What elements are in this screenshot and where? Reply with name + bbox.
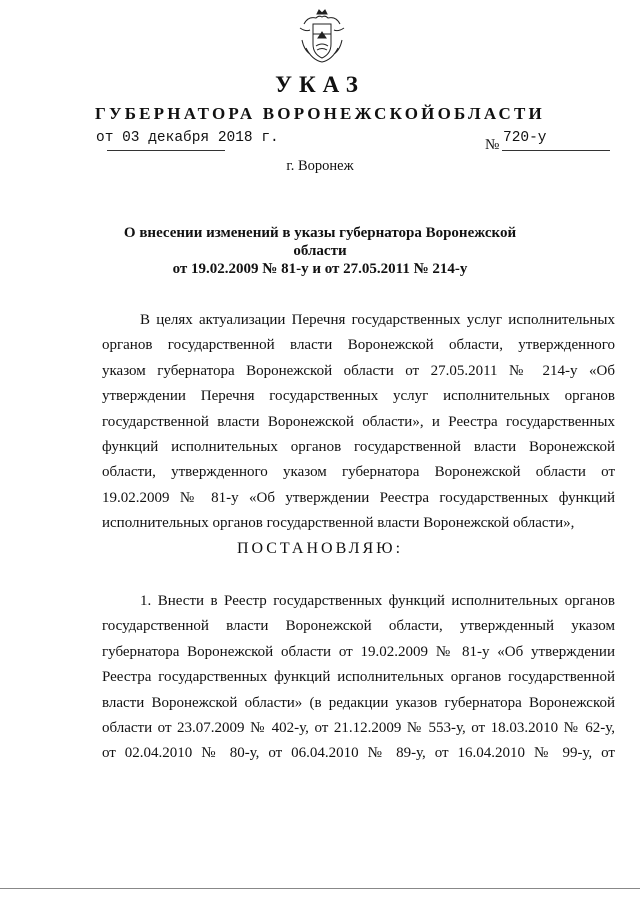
- text-line: области от 23.07.2009 № 402-у, от 21.12.2009 № 553-у, от 18.03.2010 № 62-у,: [102, 719, 615, 736]
- text-line: утверждении Перечня государственных услуг исполнительных органов: [102, 388, 615, 405]
- text-line: исполнительных органов государственной власти Воронежской области»,: [102, 515, 575, 532]
- date-underline: [107, 150, 225, 151]
- preamble-paragraph: [102, 308, 615, 537]
- text-line: от 02.04.2010 № 80-у, от 06.04.2010 № 89-у, от 16.04.2010 № 99-у, от: [102, 745, 615, 762]
- text-line: 19.02.2009 № 81-у «Об утверждении Реестра государственных функций: [102, 489, 615, 506]
- issuer-heading: ГУБЕРНАТОРА ВОРОНЕЖСКОЙОБЛАСТИ: [95, 104, 545, 123]
- number-sign: №: [485, 137, 500, 153]
- text-line: государственной власти Воронежской области», и Реестра государственных: [102, 413, 615, 430]
- text-line: государственной власти Воронежской области, утвержденный указом: [102, 618, 615, 635]
- text-line: органов государственной власти Воронежской области, утвержденного: [102, 337, 615, 354]
- text-line: 1. Внести в Реестр государственных функций исполнительных органов: [140, 593, 615, 609]
- document-title: [110, 224, 530, 278]
- number-underline: [502, 150, 610, 151]
- title-line: О внесении изменений в указы губернатора Воронежской области: [123, 225, 517, 259]
- document-date: от 03 декабря 2018 г.: [96, 130, 279, 146]
- city-label: г. Воронеж: [286, 158, 354, 174]
- coat-of-arms-emblem: [296, 8, 348, 66]
- item-1-paragraph: [102, 589, 615, 767]
- text-line: указом губернатора Воронежской области от 27.05.2011 № 214-у «Об: [102, 362, 615, 379]
- text-line: власти Воронежской области» (в редакции указов губернатора Воронежской: [102, 694, 615, 711]
- document-type-heading: УКАЗ: [275, 72, 365, 97]
- text-line: В целях актуализации Перечня государственных услуг исполнительных: [140, 312, 615, 328]
- text-line: губернатора Воронежской области от 19.02.2009 № 81-у «Об утверждении: [102, 643, 615, 660]
- text-line: функций исполнительных органов государственной власти Воронежской: [102, 438, 615, 455]
- title-line: от 19.02.2009 № 81-у и от 27.05.2011 № 214-у: [172, 261, 468, 277]
- text-line: Реестра государственных функций исполнительных органов государственной: [102, 669, 615, 686]
- text-line: области, утвержденного указом губернатора Воронежской области от: [102, 464, 615, 481]
- page-bottom-line: [0, 888, 640, 889]
- decree-word: ПОСТАНОВЛЯЮ:: [236, 540, 404, 557]
- document-number: 720-у: [503, 130, 547, 146]
